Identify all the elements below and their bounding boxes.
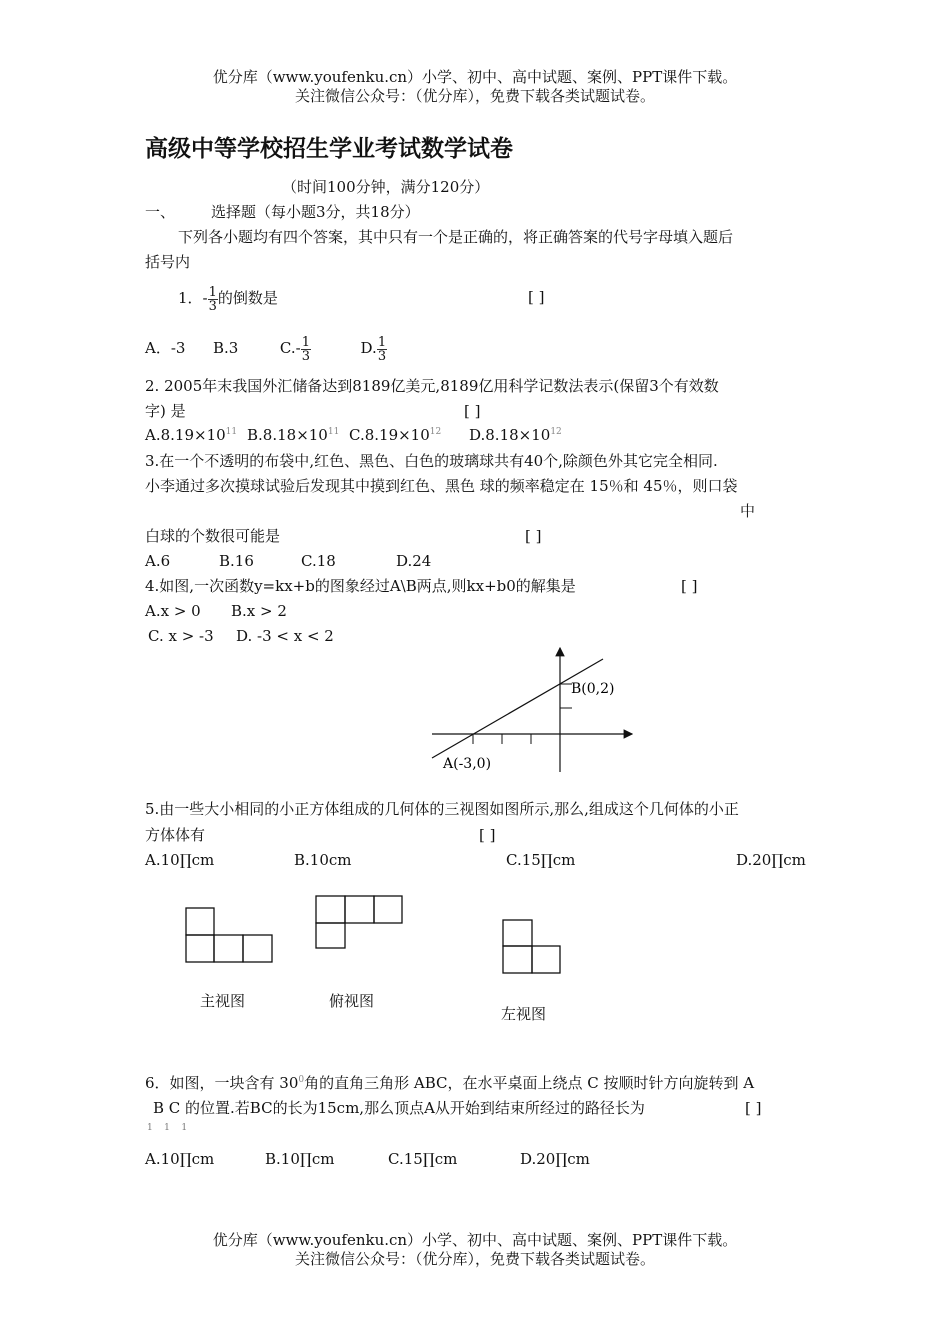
q3-line2: 小李通过多次摸球试验后发现其中摸到红色、黑色 球的频率稳定在 15％和 45％，则口袋 (145, 477, 738, 495)
q2-option-d (469, 426, 562, 444)
q1-option-d-den: 3 (377, 348, 387, 364)
q1-suffix: 的倒数是 (217, 289, 278, 307)
q2-option-b (247, 426, 339, 444)
left-view-label: 左视图 (501, 1005, 547, 1023)
header-line1: 优分库（www.youfenku.cn）小学、初中、高中试题、案例、PPT课件下载。 (212, 68, 738, 86)
section-heading: 选择题（每小题3分，共18分） (211, 203, 420, 221)
q1-option-d-fraction (377, 336, 387, 363)
q4-option-c: C. x > -3 (148, 627, 214, 645)
q3-line2-tail: 中 (740, 502, 756, 520)
question-1 (178, 278, 278, 318)
q6-degree: 0 (298, 1075, 305, 1085)
q6-bracket: [ ] (745, 1099, 762, 1117)
q1-option-c-prefix: C.- (279, 339, 301, 357)
q4-bracket: [ ] (681, 577, 698, 595)
q6-option-b: B.10∏cm (265, 1150, 335, 1168)
q6-line1-text: 6．如图，一块含有 30 (145, 1074, 299, 1092)
q3-option-d: D.24 (396, 552, 432, 570)
point-b-label: B(0,2) (571, 681, 615, 697)
q2-bracket: [ ] (464, 402, 481, 420)
q1-option-c-den: 3 (301, 348, 310, 364)
page-subtitle: （时间100分钟，满分120分） (282, 178, 490, 196)
q1-prefix: 1．- (178, 289, 208, 307)
q1-option-c-fraction (301, 336, 311, 363)
q6-line1 (145, 1074, 754, 1092)
q1-option-a: A．-3 (145, 339, 186, 357)
q5-option-c: C.15∏cm (506, 851, 576, 869)
q2-option-c-text: C.8.19×10 (349, 426, 430, 444)
q5-option-b: B.10cm (294, 851, 352, 869)
q4-function-graph (420, 640, 645, 780)
q3-line1: 3.在一个不透明的布袋中,红色、黑色、白色的玻璃球共有40个,除颜色外其它完全相同. (145, 452, 718, 470)
q2-option-d-exp: 12 (550, 427, 562, 437)
q5-option-a: A.10∏cm (145, 851, 215, 869)
top-view-figure (314, 894, 406, 952)
q2-option-d-text: D.8.18×10 (469, 426, 551, 444)
q2-option-b-text: B.8.18×10 (247, 426, 328, 444)
front-cube-1 (186, 935, 214, 962)
top-cube-4 (316, 923, 345, 948)
q6-option-a: A.10∏cm (145, 1150, 215, 1168)
q1-option-d-num: 1 (377, 334, 387, 350)
q6-option-c: C.15∏cm (388, 1150, 458, 1168)
q3-option-b: B.16 (219, 552, 254, 570)
q2-option-a (145, 426, 237, 444)
q2-option-a-exp: 11 (225, 427, 238, 437)
q2-option-c-exp: 12 (429, 427, 442, 437)
front-cube-top (186, 908, 214, 935)
q2-line1: 2. 2005年末我国外汇储备达到8189亿美元,8189亿用科学记数法表示(保留3个有效数 (145, 377, 719, 395)
q6-line1-rest: 角的直角三角形 ABC，在水平桌面上绕点 C 按顺时针方向旋转到 A (304, 1074, 755, 1092)
q4-option-b: B.x > 2 (231, 602, 287, 620)
top-cube-2 (345, 896, 374, 923)
q5-line2: 方体体有 (145, 826, 206, 844)
left-view-figure (501, 918, 565, 976)
q1-option-b: B.3 (213, 339, 239, 357)
q1-fraction (208, 286, 218, 313)
q2-line2: 字) 是 (145, 402, 186, 420)
q6-line2: B C 的位置.若BC的长为15cm,那么顶点A从开始到结束所经过的路径长为 (153, 1099, 645, 1117)
page-title: 高级中等学校招生学业考试数学试卷 (145, 136, 513, 162)
q1-bracket: [ ] (528, 288, 545, 306)
q1-option-c-num: 1 (301, 334, 310, 350)
front-cube-2 (214, 935, 243, 962)
q6-option-d: D.20∏cm (520, 1150, 590, 1168)
q2-option-b-exp: 11 (327, 427, 340, 437)
section-number: 一、 (145, 203, 176, 221)
section-intro-line1: 下列各小题均有四个答案，其中只有一个是正确的，将正确答案的代号字母填入题后 (178, 228, 734, 246)
q1-option-c (279, 334, 311, 364)
q3-bracket: [ ] (525, 527, 542, 545)
q4-line1: 4.如图,一次函数y=kx+b的图象经过A\B两点,则kx+b0的解集是 (145, 577, 576, 595)
q1-frac-den: 3 (208, 298, 217, 314)
front-view-figure (185, 906, 277, 964)
q1-frac-num: 1 (208, 284, 217, 300)
left-cube-top (503, 920, 532, 946)
q5-line1: 5.由一些大小相同的小正方体组成的几何体的三视图如图所示,那么,组成这个几何体的小正 (145, 800, 739, 818)
q2-option-a-text: A.8.19×10 (145, 426, 226, 444)
left-cube-1 (503, 946, 532, 973)
left-cube-2 (532, 946, 560, 973)
footer-line1: 优分库（www.youfenku.cn）小学、初中、高中试题、案例、PPT课件下载。 (212, 1231, 738, 1249)
section-intro-line2: 括号内 (145, 253, 191, 271)
q1-option-d (360, 334, 388, 364)
top-view-label: 俯视图 (329, 992, 375, 1010)
top-cube-1 (316, 896, 345, 923)
q5-option-d: D.20∏cm (736, 851, 806, 869)
top-cube-3 (374, 896, 402, 923)
header-line2: 关注微信公众号：（优分库），免费下载各类试题试卷。 (294, 87, 655, 105)
point-a-label: A(-3,0) (443, 756, 492, 772)
front-view-label: 主视图 (200, 992, 246, 1010)
q1-options (145, 330, 387, 366)
function-line (432, 659, 603, 758)
front-cube-3 (243, 935, 272, 962)
q3-option-c: C.18 (301, 552, 336, 570)
q3-line3: 白球的个数很可能是 (145, 527, 281, 545)
q6-subscripts: 1 1 1 (147, 1123, 188, 1133)
q4-option-d: D. -3 < x < 2 (236, 627, 334, 645)
footer-line2: 关注微信公众号：（优分库），免费下载各类试题试卷。 (294, 1250, 655, 1268)
q5-bracket: [ ] (479, 826, 496, 844)
q2-option-c (349, 426, 441, 444)
q3-option-a: A.6 (145, 552, 171, 570)
q1-option-d-prefix: D. (360, 339, 377, 357)
q4-option-a: A.x > 0 (145, 602, 201, 620)
